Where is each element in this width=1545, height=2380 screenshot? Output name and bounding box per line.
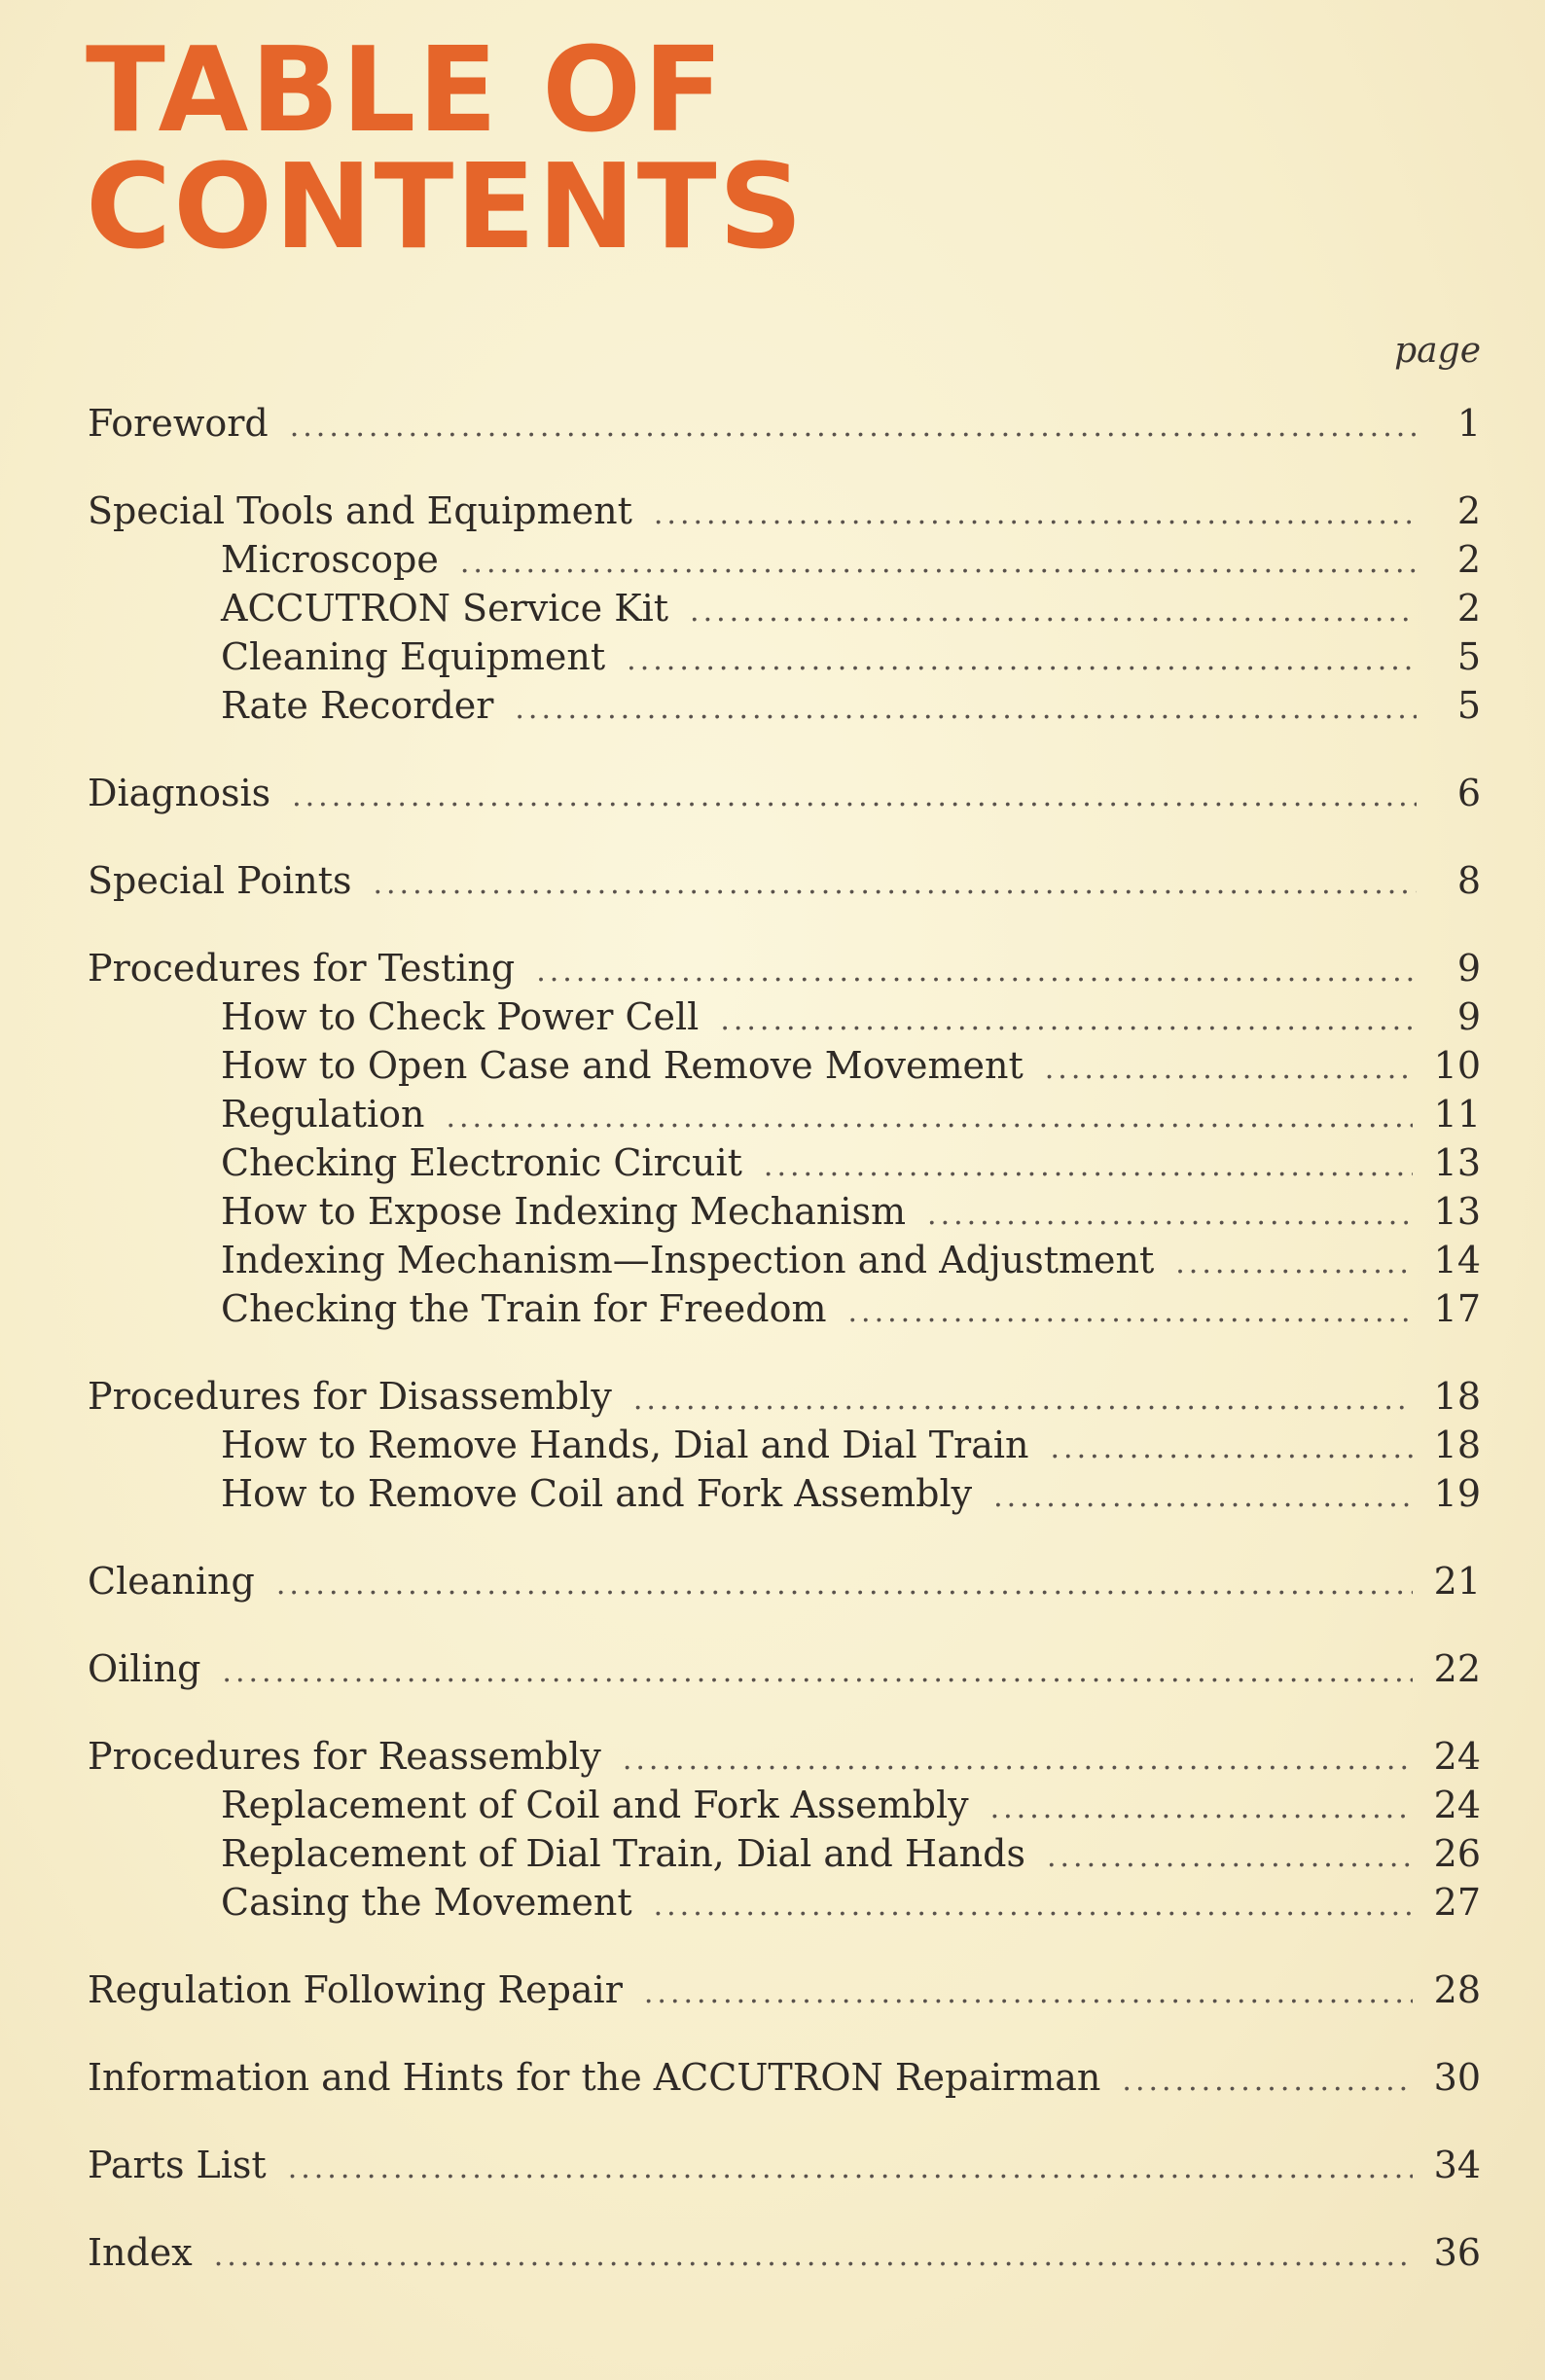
toc-entry-title: Index (88, 2231, 193, 2274)
dot-leader (927, 1191, 1413, 1240)
toc-section (88, 399, 1481, 448)
dot-leader (654, 1882, 1413, 1930)
toc-subentry-page-number: 26 (1433, 1832, 1481, 1875)
toc-subentry-title: Checking Electronic Circuit (221, 1141, 742, 1184)
toc-entry (88, 1557, 1481, 1605)
toc-subentry-page-number: 19 (1433, 1472, 1481, 1515)
toc-entry-page-number: 8 (1456, 859, 1481, 902)
dot-leader (690, 588, 1417, 636)
title-line-2: CONTENTS (86, 140, 806, 275)
toc-subentry-page-number: 14 (1433, 1239, 1481, 1281)
dot-leader (633, 1376, 1413, 1424)
toc-subentry (88, 1284, 1481, 1333)
toc-subentry (88, 1090, 1481, 1138)
toc-entry (88, 399, 1481, 448)
toc-entry-title: Oiling (88, 1647, 201, 1690)
dot-leader (990, 1785, 1413, 1833)
toc-entry-page-number: 18 (1433, 1375, 1481, 1418)
toc-section (88, 769, 1481, 817)
toc-section (88, 1372, 1481, 1518)
toc-entry (88, 856, 1481, 905)
dot-leader (276, 1561, 1413, 1609)
toc-entry-page-number: 22 (1433, 1647, 1481, 1690)
dot-leader (288, 2145, 1413, 2193)
toc-entry-title: Procedures for Testing (88, 947, 516, 990)
toc-subentry (88, 535, 1481, 584)
dot-leader (222, 1648, 1412, 1697)
toc-subentry-page-number: 10 (1433, 1044, 1481, 1087)
dot-leader (446, 1094, 1412, 1142)
toc-entry-title: Special Tools and Equipment (88, 489, 632, 532)
toc-subentry (88, 1781, 1481, 1829)
toc-entry-page-number: 21 (1433, 1560, 1481, 1603)
toc-subentry (88, 632, 1481, 681)
toc-subentry-title: How to Check Power Cell (221, 995, 700, 1038)
toc-entry (88, 769, 1481, 817)
toc-subentry-title: Checking the Train for Freedom (221, 1287, 827, 1330)
dot-leader (993, 1473, 1413, 1522)
toc-entry (88, 1372, 1481, 1421)
toc-entry-title: Special Points (88, 859, 352, 902)
toc-subentry (88, 681, 1481, 730)
toc-subentry-page-number: 24 (1433, 1784, 1481, 1826)
toc-entry-page-number: 28 (1433, 1968, 1481, 2011)
dot-leader (848, 1288, 1413, 1337)
toc-entry-title: Information and Hints for the ACCUTRON Repairman (88, 2056, 1101, 2099)
toc-subentry (88, 1829, 1481, 1878)
toc-subentry-title: ACCUTRON Service Kit (221, 587, 669, 630)
toc-entry (88, 1732, 1481, 1781)
toc-subentry-page-number: 13 (1433, 1190, 1481, 1233)
toc-subentry-title: Replacement of Coil and Fork Assembly (221, 1784, 969, 1826)
dot-leader (623, 1736, 1413, 1785)
toc-entry (88, 944, 1481, 992)
toc-entry-title: Foreword (88, 402, 269, 445)
dot-leader (536, 948, 1417, 996)
toc-section (88, 1644, 1481, 1693)
table-of-contents (88, 399, 1481, 2316)
toc-subentry (88, 1421, 1481, 1469)
toc-entry-title: Parts List (88, 2144, 267, 2186)
dot-leader (654, 490, 1417, 539)
toc-entry-page-number: 34 (1433, 2144, 1481, 2186)
toc-subentry (88, 1138, 1481, 1187)
page-column-label: page (1394, 331, 1481, 371)
toc-entry-page-number: 9 (1456, 947, 1481, 990)
toc-section (88, 1557, 1481, 1605)
toc-subentry (88, 992, 1481, 1041)
toc-section (88, 1965, 1481, 2014)
toc-subentry (88, 1469, 1481, 1518)
toc-subentry-title: Cleaning Equipment (221, 635, 606, 678)
toc-entry (88, 2141, 1481, 2189)
title-line-1: TABLE OF (86, 23, 726, 159)
toc-subentry-title: Replacement of Dial Train, Dial and Hands (221, 1832, 1025, 1875)
toc-entry-title: Procedures for Disassembly (88, 1375, 612, 1418)
toc-entry (88, 2053, 1481, 2102)
dot-leader (1051, 1424, 1413, 1473)
toc-subentry-title: Rate Recorder (221, 684, 494, 727)
page-title (86, 23, 806, 275)
dot-leader (1045, 1045, 1413, 1094)
toc-entry-page-number: 24 (1433, 1735, 1481, 1778)
toc-subentry (88, 1041, 1481, 1090)
toc-subentry-title: How to Remove Hands, Dial and Dial Train (221, 1424, 1029, 1466)
toc-subentry-page-number: 9 (1456, 995, 1481, 1038)
toc-subentry (88, 1187, 1481, 1236)
toc-subentry (88, 1878, 1481, 1927)
dot-leader (627, 636, 1417, 685)
toc-entry-page-number: 2 (1456, 489, 1481, 532)
toc-section (88, 487, 1481, 730)
toc-entry-title: Cleaning (88, 1560, 255, 1603)
toc-subentry (88, 1236, 1481, 1284)
toc-section (88, 2141, 1481, 2189)
toc-subentry-page-number: 17 (1433, 1287, 1481, 1330)
toc-section (88, 2228, 1481, 2277)
toc-section (88, 2053, 1481, 2102)
toc-section (88, 944, 1481, 1333)
toc-section (88, 856, 1481, 905)
toc-subentry-title: Indexing Mechanism—Inspection and Adjustment (221, 1239, 1155, 1281)
toc-entry (88, 487, 1481, 535)
toc-subentry-page-number: 27 (1433, 1881, 1481, 1924)
toc-entry-page-number: 6 (1456, 772, 1481, 814)
toc-subentry-title: Casing the Movement (221, 1881, 632, 1924)
dot-leader (290, 403, 1417, 451)
dot-leader (644, 1969, 1413, 2018)
toc-entry-page-number: 1 (1456, 402, 1481, 445)
toc-entry-title: Diagnosis (88, 772, 271, 814)
toc-subentry-title: How to Open Case and Remove Movement (221, 1044, 1024, 1087)
dot-leader (1175, 1240, 1412, 1288)
toc-subentry-page-number: 5 (1456, 684, 1481, 727)
dot-leader (1122, 2057, 1412, 2106)
toc-subentry-page-number: 5 (1456, 635, 1481, 678)
toc-entry (88, 1965, 1481, 2014)
toc-subentry-title: How to Remove Coil and Fork Assembly (221, 1472, 973, 1515)
toc-subentry-title: How to Expose Indexing Mechanism (221, 1190, 907, 1233)
toc-subentry-title: Regulation (221, 1093, 425, 1136)
toc-subentry-page-number: 11 (1433, 1093, 1481, 1136)
dot-leader (1047, 1833, 1413, 1882)
toc-entry-title: Regulation Following Repair (88, 1968, 623, 2011)
toc-subentry-page-number: 13 (1433, 1141, 1481, 1184)
toc-subentry-title: Microscope (221, 538, 439, 581)
toc-entry (88, 2228, 1481, 2277)
toc-subentry-page-number: 18 (1433, 1424, 1481, 1466)
dot-leader (292, 773, 1417, 821)
dot-leader (720, 996, 1417, 1045)
toc-entry-title: Procedures for Reassembly (88, 1735, 601, 1778)
toc-entry-page-number: 36 (1433, 2231, 1481, 2274)
dot-leader (373, 860, 1417, 909)
toc-entry-page-number: 30 (1433, 2056, 1481, 2099)
dot-leader (515, 685, 1417, 734)
dot-leader (460, 539, 1417, 588)
dot-leader (214, 2232, 1413, 2281)
toc-subentry (88, 584, 1481, 632)
dot-leader (764, 1142, 1413, 1191)
toc-section (88, 1732, 1481, 1927)
toc-entry (88, 1644, 1481, 1693)
toc-subentry-page-number: 2 (1456, 538, 1481, 581)
toc-subentry-page-number: 2 (1456, 587, 1481, 630)
